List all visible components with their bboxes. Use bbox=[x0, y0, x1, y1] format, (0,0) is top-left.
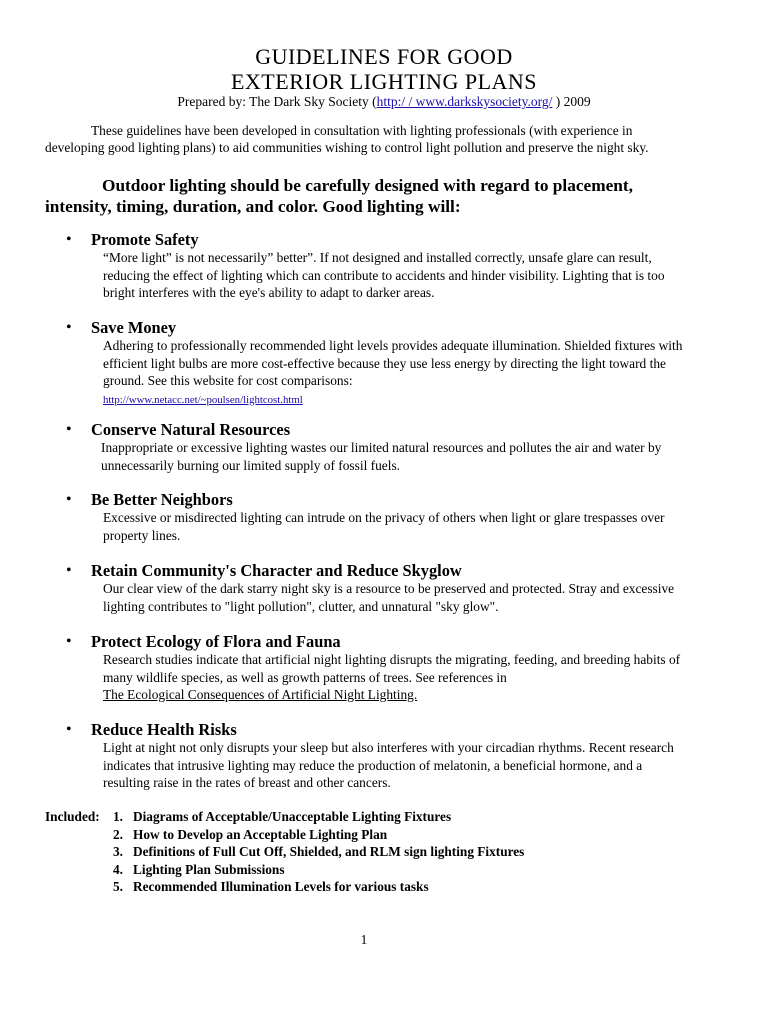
included-label: Included: bbox=[45, 809, 100, 824]
bullet-marker: • bbox=[66, 491, 72, 508]
intro-paragraph: These guidelines have been developed in consultation with lighting professionals (with experience in developing good lighting plans) to aid communities wishing to control light pollution and preserve the night sky. bbox=[45, 123, 649, 155]
section-body: “More light” is not necessarily” better”. If not designed and installed correctly, unsafe glare can result, reducing the effect of lighting which can contribute to accidents and hinder visibility. Lighting that is too bright interferes with the eye's ability to adapt to darker areas. bbox=[103, 250, 665, 300]
prepared-prefix: Prepared by: The Dark Sky Society ( bbox=[177, 94, 377, 109]
dark-sky-society-link[interactable]: http:/ / www.darkskysociety.org/ bbox=[376, 94, 553, 109]
item-text: Lighting Plan Submissions bbox=[133, 861, 285, 877]
item-number: 2. bbox=[113, 826, 123, 842]
included-item bbox=[113, 878, 673, 896]
included-item bbox=[113, 826, 673, 844]
bullet-marker: • bbox=[66, 421, 72, 438]
section-title: Promote Safety bbox=[91, 230, 199, 249]
section-title: Conserve Natural Resources bbox=[91, 420, 291, 439]
section-title: Protect Ecology of Flora and Fauna bbox=[91, 632, 341, 651]
bullet-marker: • bbox=[66, 319, 72, 336]
section-body bbox=[103, 651, 683, 704]
bullet-marker: • bbox=[66, 562, 72, 579]
section-body bbox=[103, 337, 683, 409]
included-list bbox=[113, 808, 673, 896]
document-title-line1: GUIDELINES FOR GOOD bbox=[255, 44, 513, 69]
prepared-by-line bbox=[0, 94, 768, 110]
item-number: 5. bbox=[113, 879, 123, 894]
section-title: Save Money bbox=[91, 318, 177, 337]
item-text: Recommended Illumination Levels for various tasks bbox=[133, 879, 429, 894]
section-body: Our clear view of the dark starry night sky is a resource to be preserved and protected. Stray and excessive lighting contributes to "light pollution", clutter, and unnatural "sky glow". bbox=[103, 581, 675, 614]
included-item bbox=[113, 843, 673, 861]
page-number: 1 bbox=[360, 932, 368, 947]
cost-comparison-link[interactable]: http://www.netacc.net/~poulsen/lightcost.html bbox=[103, 393, 303, 406]
included-item bbox=[113, 861, 673, 879]
document-title-line2: EXTERIOR LIGHTING PLANS bbox=[230, 69, 538, 94]
bullet-marker: • bbox=[66, 633, 72, 650]
bullet-marker: • bbox=[66, 231, 72, 248]
bullet-marker: • bbox=[66, 721, 72, 738]
section-body: Excessive or misdirected lighting can intrude on the privacy of others when light or glare trespasses over property lines. bbox=[103, 510, 665, 543]
item-text: Definitions of Full Cut Off, Shielded, and RLM sign lighting Fixtures bbox=[133, 844, 525, 859]
section-title: Reduce Health Risks bbox=[91, 720, 237, 739]
section-body-text: Adhering to professionally recommended light levels provides adequate illumination. Shielded fixtures with efficient light bulbs are more cost-effective because they use less energy by directing the light toward the ground. See this website for cost comparisons: bbox=[103, 338, 683, 388]
prepared-suffix: ) 2009 bbox=[552, 94, 591, 109]
item-number: 1. bbox=[113, 809, 123, 824]
item-number: 4. bbox=[113, 861, 123, 877]
item-text: How to Develop an Acceptable Lighting Plan bbox=[133, 826, 388, 842]
section-body: Light at night not only disrupts your sleep but also interferes with your circadian rhythms. Recent research indicates that intrusive lighting may reduce the production of melatonin, a beneficial hormone, and a resulting raise in the rates of breast and other cancers. bbox=[103, 740, 674, 790]
item-number: 3. bbox=[113, 844, 123, 859]
section-title: Be Better Neighbors bbox=[91, 490, 233, 509]
section-title: Retain Community's Character and Reduce Skyglow bbox=[91, 561, 462, 580]
included-item bbox=[113, 808, 673, 826]
section-body: Inappropriate or excessive lighting wastes our limited natural resources and pollutes the air and water by unnecessarily burning our limited supply of fossil fuels. bbox=[101, 440, 662, 473]
lead-statement: Outdoor lighting should be carefully designed with regard to placement, intensity, timing, duration, and color. Good lighting will: bbox=[45, 176, 633, 216]
section-body-text: Research studies indicate that artificial night lighting disrupts the migrating, feeding, and breeding habits of many wildlife species, as well as growth patterns of trees. See references in bbox=[103, 652, 681, 685]
ecological-consequences-reference: The Ecological Consequences of Artificial Night Lighting. bbox=[103, 687, 418, 702]
item-text: Diagrams of Acceptable/Unacceptable Lighting Fixtures bbox=[133, 809, 452, 824]
